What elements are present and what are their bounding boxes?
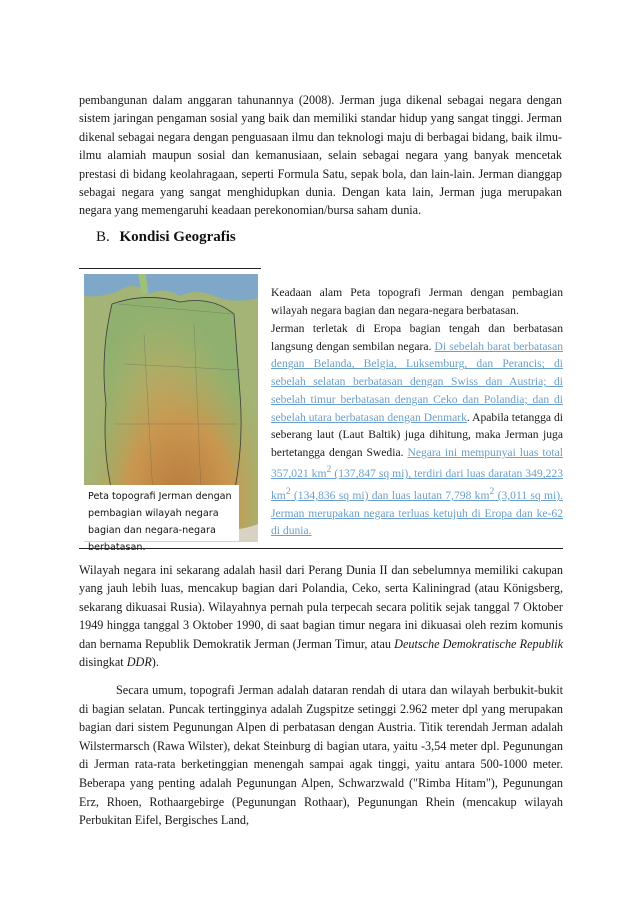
figure-side-text-1: Keadaan alam Peta topografi Jerman dengan pembagian wilayah negara bagian dan negara-negara berbatasan. bbox=[271, 286, 563, 317]
figure-top-rule bbox=[79, 268, 261, 269]
section-letter: B. bbox=[96, 229, 110, 245]
section-heading bbox=[96, 229, 236, 246]
superscript-2: 2 bbox=[285, 486, 291, 498]
ddr-abbreviation: DDR bbox=[126, 655, 152, 670]
history-text: Wilayah negara ini sekarang adalah hasil dari Perang Dunia II dan sebelumnya memiliki cakupan yang jauh lebih luas, mencakup bagian dari Polandia, Ceko, serta Kaliningrad (atau Königsberg, sekarang dikuasai Rusia). Wilayahnya pernah pula terpecah secara politik sejak tanggal 7 Oktober 1949 hingga tanggal 3 Oktober 1990, di saat bagian timur negara ini dikuasai oleh rezim komunis dan bernama Republik Demokratik Jerman (Jerman Timur, atau bbox=[79, 563, 563, 651]
ddr-full-name: Deutsche Demokratische Republik bbox=[394, 636, 563, 651]
area-land: (137,847 sq mi), terdiri dari luas daratan 349,223 km bbox=[271, 467, 563, 503]
borders-intro: Jerman terletak di Eropa bagian tengah dan berbatasan langsung dengan sembilan negara. bbox=[271, 322, 563, 353]
section-title: Kondisi Geografis bbox=[119, 229, 236, 245]
superscript-2: 2 bbox=[326, 464, 332, 476]
history-text-end: ). bbox=[151, 655, 159, 670]
superscript-2: 2 bbox=[489, 486, 495, 498]
topography-paragraph bbox=[79, 681, 563, 830]
area-sea: (134,836 sq mi) dan luas lautan 7,798 km bbox=[290, 489, 490, 503]
figure-side-text-2 bbox=[271, 320, 563, 540]
history-paragraph bbox=[79, 561, 563, 671]
neighbors-link[interactable]: Di sebelah barat berbatasan dengan Belanda, Belgia, Luksemburg, dan Perancis; di sebelah selatan berbatasan dengan Swiss dan Austria; di sebelah timur berbatasan dengan Ceko dan Polandia; dan di sebelah utara berbatasan dengan Denmark bbox=[271, 339, 564, 424]
history-text-abbrev: disingkat bbox=[79, 655, 127, 670]
area-rank: (3,011 sq mi). Jerman merupakan negara terluas ketujuh di Eropa dan ke-62 di dunia. bbox=[271, 489, 563, 538]
figure-caption: Peta topografi Jerman dengan pembagian wilayah negara bagian dan negara-negara bbox=[84, 485, 239, 541]
intro-paragraph: pembangunan dalam anggaran tahunannya (2008). Jerman juga dikenal sebagai negara dengan sistem jaringan pengaman sosial yang baik dan memiliki standar hidup yang sangat tinggi. Jerman dikenal sebagai negara dengan penguasaan ilmu dan teknologi maju di berbagai bidang, baik ilmu-ilmu alamiah maupun sosial dan kemanusiaan, selain sebagai negara yang banyak mencetak prestasi di bidang keolahragaan, seperti Formula Satu, sepak bola, dan lain-lain. Jerman dianggap sebagai negara yang sangat menghidupkan dunia. Dengan kata lain, Jerman juga merupakan negara yang memengaruhi keadaan perekonomian/bursa saham dunia. bbox=[79, 93, 562, 218]
topography-text: Secara umum, topografi Jerman adalah dataran rendah di utara dan wilayah berbukit-bukit di bagian selatan. Puncak tertingginya adalah Zugspitze setinggi 2.962 meter dpl yang merupakan bagian dari sistem Pegunungan Alpen di perbatasan dengan Austria. Titik terendah Jerman adalah Wilstermarsch (Rawa Wilster), dekat Steinburg di bagian utara, yaitu -3,54 meter dpl. Pegunungan di Jerman rata-rata berketinggian menengah sampai agak tinggi, yaitu antara 500-1000 meter. Beberapa yang penting adalah Pegunungan Alpen, Schwarzwald ("Rimba Hitam"), Pegunungan Erz, Rhoen, Rothaargebirge (Pegunungan Rothaar), Pegunungan Rhein (mencakup wilayah Perbukitan Eifel, Bergisches Land, bbox=[79, 683, 563, 828]
area-link[interactable] bbox=[271, 446, 563, 538]
area-total: Negara ini mempunyai luas total 357,021 km bbox=[271, 445, 563, 481]
baltic-text: . Apabila tetangga di seberang laut (Laut Baltik) juga dihitung, maka Jerman juga bertetangga dengan Swedia. bbox=[271, 410, 563, 459]
figure-bottom-rule bbox=[79, 548, 563, 549]
